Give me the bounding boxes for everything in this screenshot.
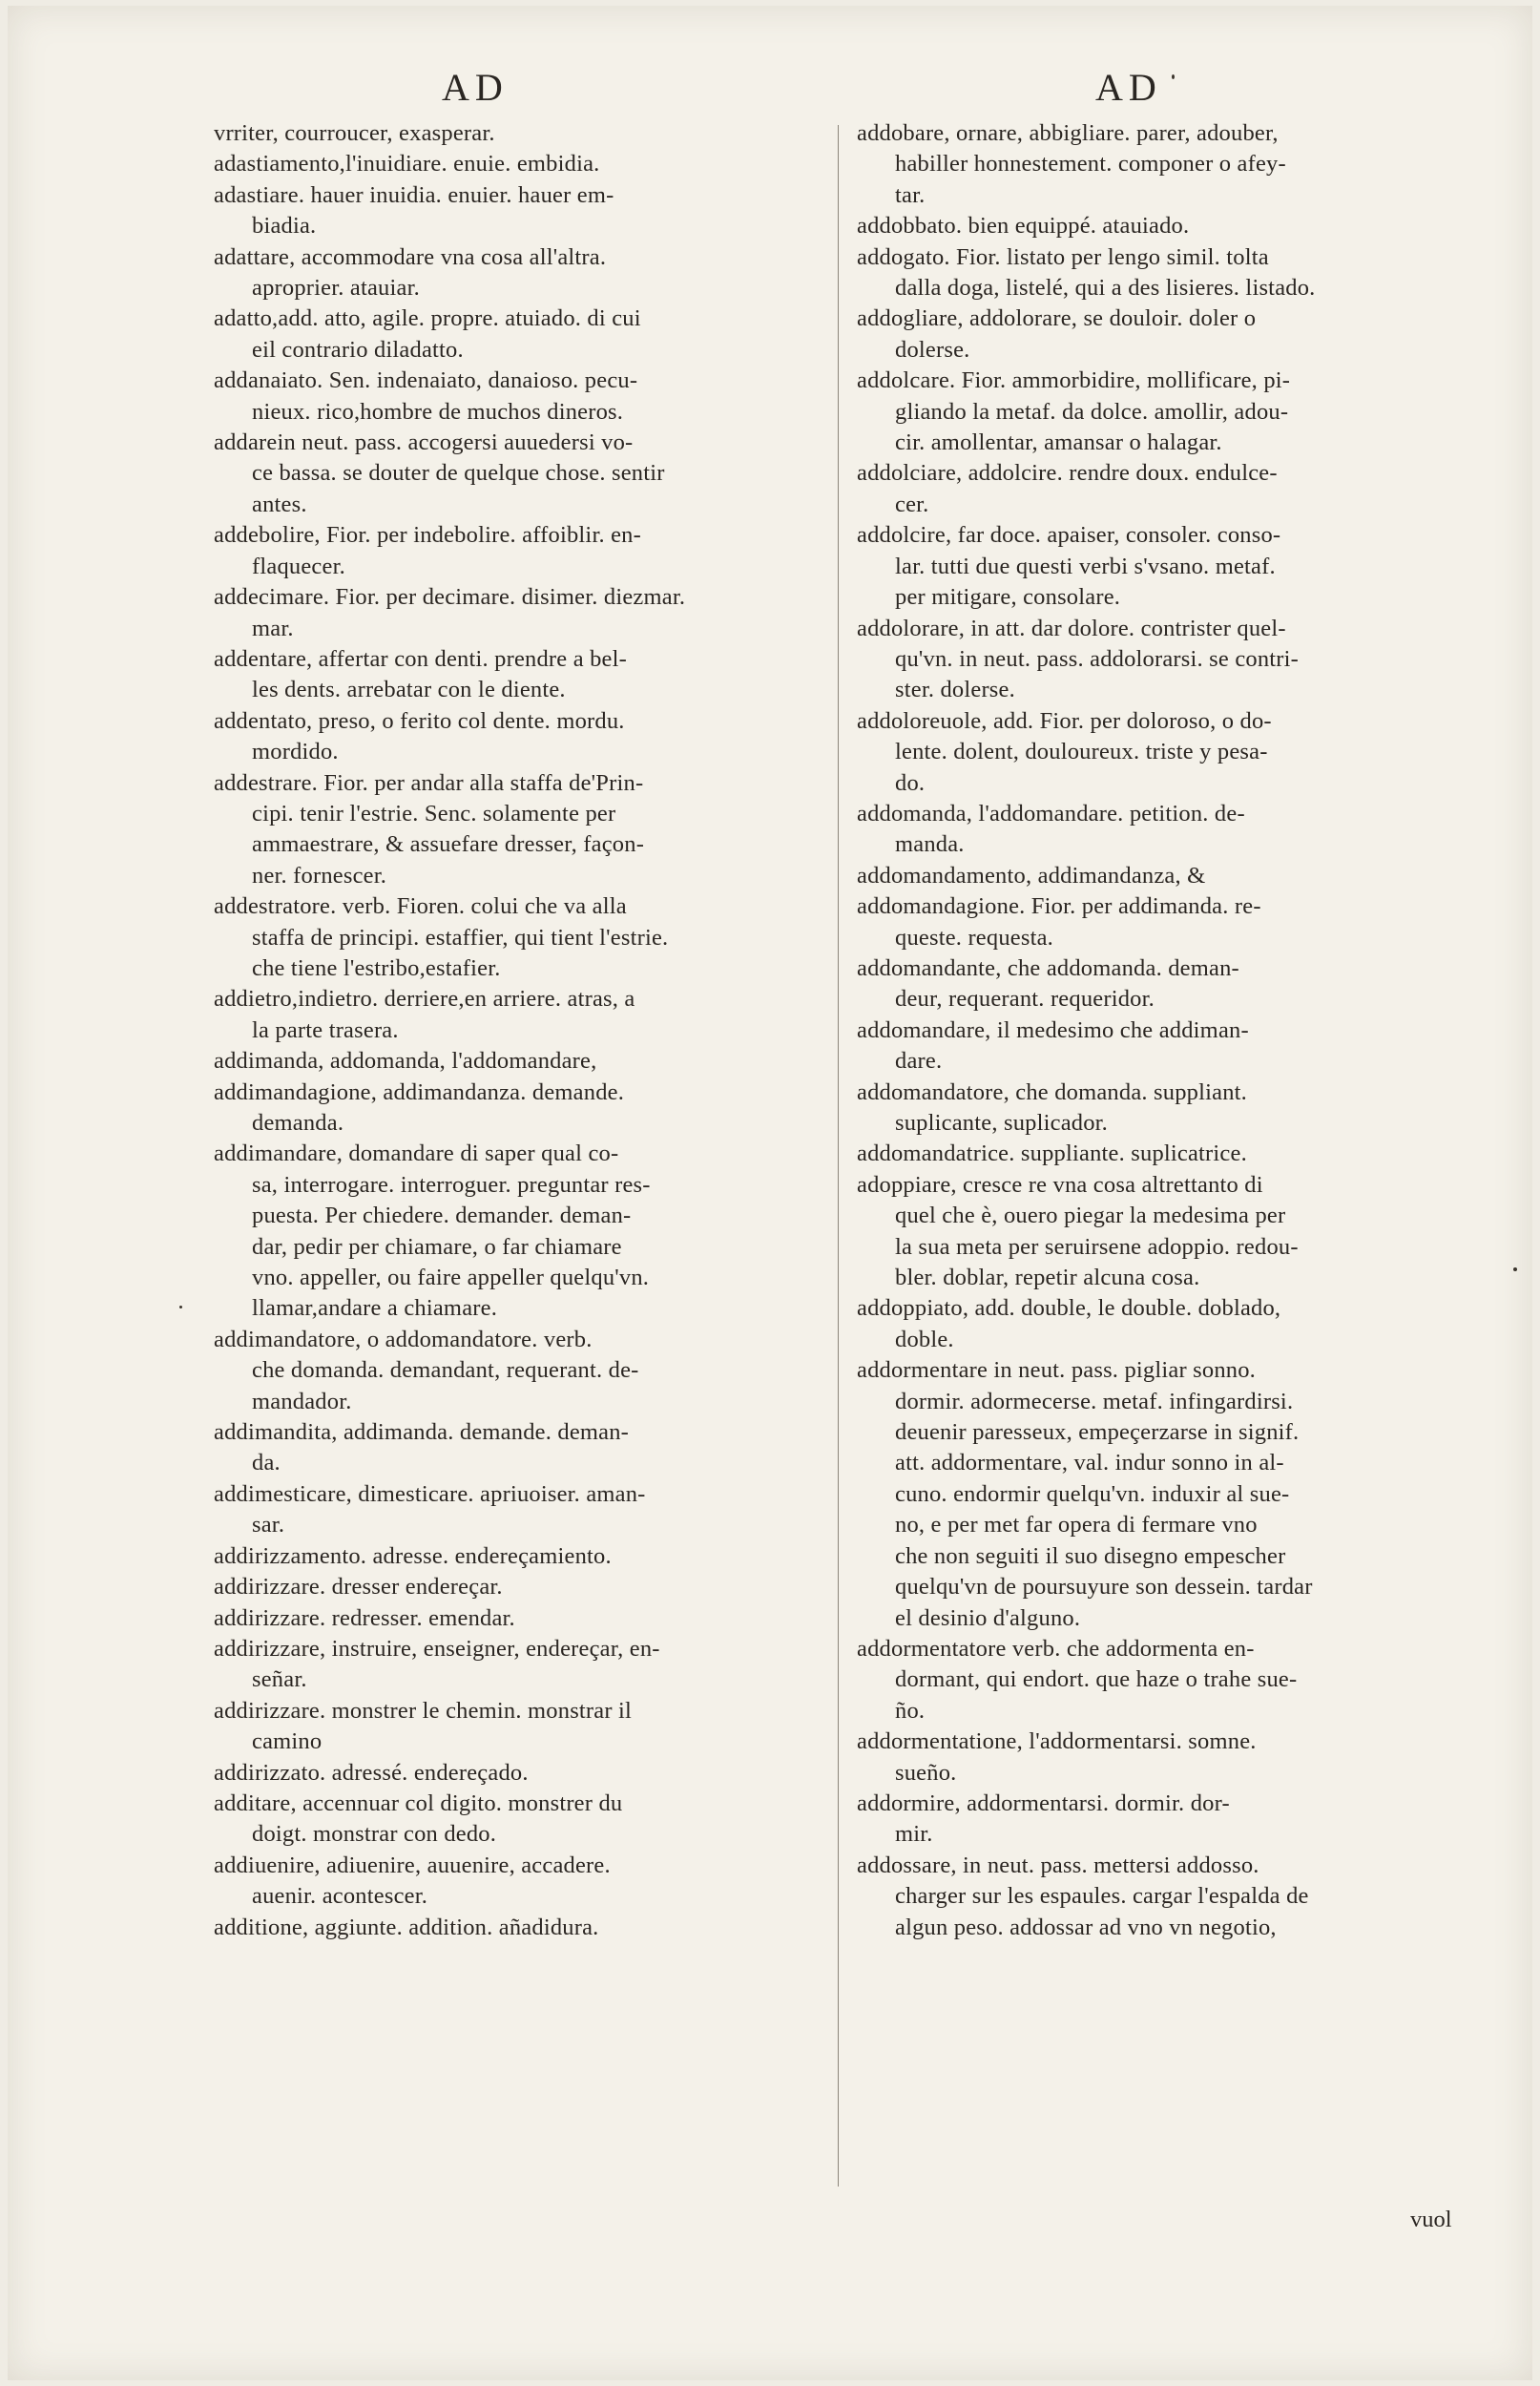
entry-line: addolciare, addolcire. rendre doux. endulce- (857, 460, 1278, 487)
entry-line: do. (895, 769, 926, 796)
entry-line: vrriter, courroucer, exasperar. (214, 120, 495, 146)
entry-line: ce bassa. se douter de quelque chose. sentir (252, 460, 665, 487)
entry-line: ño. (895, 1697, 926, 1724)
entry-line: addomanda, l'addomandare. petition. de- (857, 800, 1245, 827)
entry-line: addomandatrice. suppliante. suplicatrice. (857, 1141, 1247, 1167)
entry-line: adoppiare, cresce re vna cosa altrettanto di (857, 1171, 1263, 1198)
entry-line: adattare, accommodare vna cosa all'altra. (214, 243, 607, 270)
entry-line: addoppiato, add. double, le double. doblado, (857, 1295, 1281, 1322)
entry-line: addolorare, in att. dar dolore. contrister quel- (857, 615, 1286, 641)
entry-line: addimandatore, o addomandatore. verb. (214, 1326, 593, 1352)
ink-speck (1513, 1267, 1517, 1271)
entry-line: addobbato. bien equippé. atauiado. (857, 213, 1190, 240)
entry-line: addarein neut. pass. accogersi auuedersi vo- (214, 429, 634, 456)
entry-line: att. addormentare, val. indur sonno in al- (895, 1450, 1284, 1476)
entry-line: tar. (895, 181, 926, 208)
entry-line: sar. (252, 1512, 285, 1538)
entry-line: qu'vn. in neut. pass. addolorarsi. se contri- (895, 645, 1300, 672)
entry-line: lente. dolent, douloureux. triste y pesa- (895, 739, 1268, 765)
entry-line: addormentare in neut. pass. pigliar sonno. (857, 1357, 1256, 1384)
entry-line: adatto,add. atto, agile. propre. atuiado. di cui (214, 305, 641, 332)
entry-line: la parte trasera. (252, 1016, 399, 1043)
right-column (857, 118, 1479, 1943)
entry-line: auenir. acontescer. (252, 1883, 428, 1910)
entry-line: mandador. (252, 1388, 352, 1414)
entry-line: mordido. (252, 739, 339, 765)
entry-line: dormant, qui endort. que haze o trahe sue- (895, 1666, 1298, 1693)
entry-line: suplicante, suplicador. (895, 1110, 1109, 1136)
entry-line: sa, interrogare. interroguer. preguntar res- (252, 1171, 651, 1198)
entry-line: nieux. rico,hombre de muchos dineros. (252, 398, 624, 425)
entry-line: addormire, addormentarsi. dormir. dor- (857, 1790, 1230, 1816)
entry-line: addirizzamento. adresse. endereçamiento. (214, 1542, 612, 1569)
entry-line: addossare, in neut. pass. mettersi addosso. (857, 1852, 1259, 1878)
entry-line: cipi. tenir l'estrie. Senc. solamente per (252, 800, 616, 827)
entry-line: deur, requerant. requeridor. (895, 986, 1155, 1013)
entry-line: cir. amollentar, amansar o halagar. (895, 429, 1222, 456)
entry-line: addomandatore, che domanda. suppliant. (857, 1078, 1248, 1105)
entry-line: per mitigare, consolare. (895, 584, 1121, 611)
entry-line: che domanda. demandant, requerant. de- (252, 1357, 639, 1384)
right-running-header: AD (1095, 66, 1162, 109)
entry-line: flaquecer. (252, 553, 345, 579)
entry-line: quelqu'vn de poursuyure son dessein. tardar (895, 1574, 1313, 1601)
entry-line: da. (252, 1450, 281, 1476)
entry-line: addebolire, Fior. per indebolire. affoiblir. en- (214, 522, 641, 549)
entry-line: manda. (895, 831, 965, 858)
entry-line: quel che è, ouero piegar la medesima per (895, 1203, 1286, 1229)
entry-line: addirizzare. redresser. emendar. (214, 1604, 515, 1631)
entry-line: ster. dolerse. (895, 677, 1015, 703)
entry-line: demanda. (252, 1110, 344, 1136)
entry-line: addestrare. Fior. per andar alla staffa de'Prin- (214, 769, 644, 796)
entry-line: addestratore. verb. Fioren. colui che va alla (214, 893, 627, 920)
entry-line: addolcire, far doce. apaiser, consoler. conso- (857, 522, 1281, 549)
entry-line: additare, accennuar col digito. monstrer du (214, 1790, 623, 1816)
entry-line: dolerse. (895, 336, 970, 363)
entry-line: staffa de principi. estaffier, qui tient l'estrie. (252, 924, 669, 951)
entry-line: adastiare. hauer inuidia. enuier. hauer em- (214, 181, 614, 208)
entry-line: doigt. monstrar con dedo. (252, 1821, 497, 1848)
entry-line: deuenir paresseux, empeçerzarse in signif. (895, 1419, 1300, 1446)
entry-line: addimandare, domandare di saper qual co- (214, 1141, 619, 1167)
entry-line: adastiamento,l'inuidiare. enuie. embidia. (214, 151, 600, 178)
entry-line: addormentatore verb. che addormenta en- (857, 1635, 1255, 1662)
entry-line: addirizzare. dresser endereçar. (214, 1574, 503, 1601)
entry-line: addomandare, il medesimo che addiman- (857, 1016, 1249, 1043)
entry-line: addogato. Fior. listato per lengo simil. tolta (857, 243, 1269, 270)
entry-line: addanaiato. Sen. indenaiato, danaioso. pecu- (214, 367, 638, 394)
entry-line: addimesticare, dimesticare. apriuoiser. aman- (214, 1480, 646, 1507)
entry-line: sueño. (895, 1759, 957, 1786)
entry-line: gliando la metaf. da dolce. amollir, adou- (895, 398, 1289, 425)
entry-line: addobare, ornare, abbigliare. parer, adouber, (857, 120, 1279, 146)
ink-speck (1172, 74, 1175, 79)
entry-line: la sua meta per seruirsene adoppio. redou- (895, 1233, 1299, 1260)
entry-line: addirizzato. adressé. endereçado. (214, 1759, 529, 1786)
entry-line: che tiene l'estribo,estafier. (252, 954, 501, 981)
entry-line: camino (252, 1728, 323, 1755)
entry-line: addimandita, addimanda. demande. deman- (214, 1419, 630, 1446)
entry-line: algun peso. addossar ad vno vn negotio, (895, 1914, 1277, 1940)
entry-line: cer. (895, 491, 929, 517)
entry-line: mir. (895, 1821, 933, 1848)
entry-line: cuno. endormir quelqu'vn. induxir al sue- (895, 1480, 1290, 1507)
entry-line: additione, aggiunte. addition. añadidura. (214, 1914, 599, 1940)
entry-line: addomandante, che addomanda. deman- (857, 954, 1239, 981)
entry-line: ner. fornescer. (252, 862, 387, 889)
entry-line: dar, pedir per chiamare, o far chiamare (252, 1233, 622, 1260)
entry-line: antes. (252, 491, 307, 517)
entry-line: addiuenire, adiuenire, auuenire, accadere. (214, 1852, 611, 1878)
entry-line: addentare, affertar con denti. prendre a bel- (214, 645, 627, 672)
entry-line: che non seguiti il suo disegno empescher (895, 1542, 1286, 1569)
entry-line: biadia. (252, 213, 317, 240)
entry-line: señar. (252, 1666, 307, 1693)
left-column (214, 118, 824, 1943)
entry-line: lar. tutti due questi verbi s'vsano. metaf. (895, 553, 1276, 579)
entry-line: addormentatione, l'addormentarsi. somne. (857, 1728, 1257, 1755)
entry-line: charger sur les espaules. cargar l'espalda de (895, 1883, 1309, 1910)
entry-line: addietro,indietro. derriere,en arriere. atras, a (214, 986, 635, 1013)
entry-line: addoloreuole, add. Fior. per doloroso, o do- (857, 707, 1272, 734)
entry-line: habiller honnestement. componer o afey- (895, 151, 1286, 178)
entry-line: addomandagione. Fior. per addimanda. re- (857, 893, 1261, 920)
entry-line: addentato, preso, o ferito col dente. mordu. (214, 707, 625, 734)
column-divider (838, 125, 839, 2187)
entry-line: les dents. arrebatar con le diente. (252, 677, 566, 703)
entry-line: dormir. adormecerse. metaf. infingardirsi. (895, 1388, 1294, 1414)
entry-line: ammaestrare, & assuefare dresser, façon- (252, 831, 645, 858)
ink-speck (179, 1306, 182, 1308)
catchword: vuol (1410, 2207, 1452, 2232)
entry-line: puesta. Per chiedere. demander. deman- (252, 1203, 632, 1229)
entry-line: addirizzare. monstrer le chemin. monstrar il (214, 1697, 633, 1724)
entry-line: addimanda, addomanda, l'addomandare, (214, 1048, 597, 1075)
entry-line: addecimare. Fior. per decimare. disimer. diezmar. (214, 584, 686, 611)
entry-line: no, e per met far opera di fermare vno (895, 1512, 1258, 1538)
entry-line: addolcare. Fior. ammorbidire, mollificare, pi- (857, 367, 1291, 394)
entry-line: addogliare, addolorare, se douloir. doler o (857, 305, 1257, 332)
book-page (8, 6, 1532, 2380)
entry-line: dalla doga, listelé, qui a des lisieres. listado. (895, 275, 1316, 302)
entry-line: queste. requesta. (895, 924, 1053, 951)
entry-line: vno. appeller, ou faire appeller quelqu'vn. (252, 1265, 650, 1291)
entry-line: eil contrario diladatto. (252, 336, 464, 363)
entry-line: mar. (252, 615, 294, 641)
entry-line: addomandamento, addimandanza, & (857, 862, 1206, 889)
entry-line: el desinio d'alguno. (895, 1604, 1081, 1631)
entry-line: addimandagione, addimandanza. demande. (214, 1078, 625, 1105)
entry-line: aproprier. atauiar. (252, 275, 420, 302)
entry-line: llamar,andare a chiamare. (252, 1295, 498, 1322)
left-running-header: AD (442, 66, 509, 109)
entry-line: bler. doblar, repetir alcuna cosa. (895, 1265, 1200, 1291)
entry-line: doble. (895, 1326, 954, 1352)
entry-line: addirizzare, instruire, enseigner, endereçar, en- (214, 1635, 660, 1662)
entry-line: dare. (895, 1048, 943, 1075)
